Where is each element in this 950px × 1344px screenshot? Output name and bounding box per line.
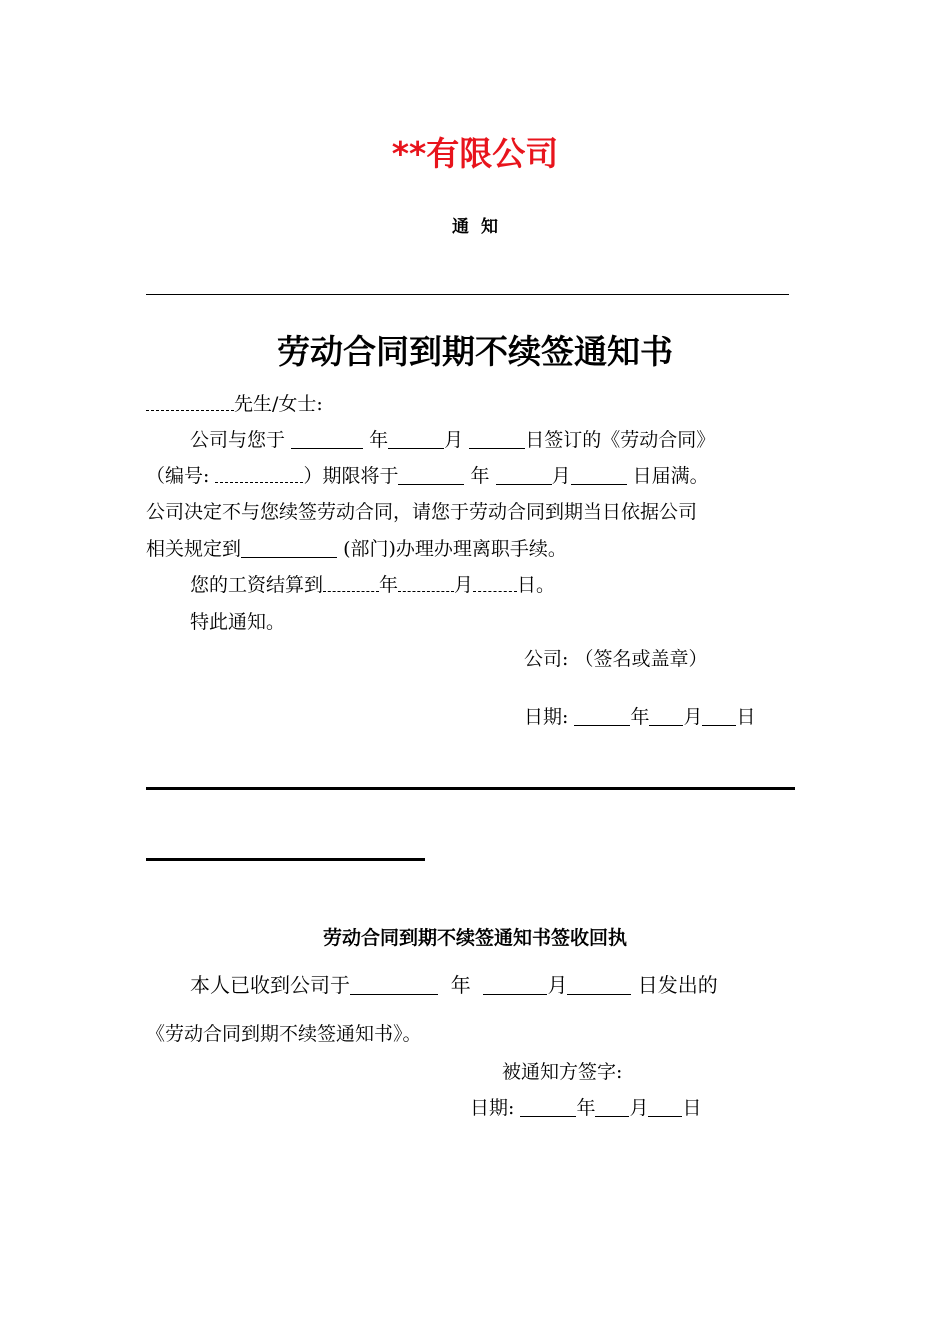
receipt-date-month-blank — [595, 1096, 629, 1117]
text: 公司与您于 — [190, 429, 286, 451]
cut-line-short — [146, 858, 425, 861]
text: 年 — [369, 429, 389, 451]
text: ）期限将于 — [303, 465, 399, 487]
text: 日期: — [524, 706, 569, 728]
text: 年 — [379, 574, 399, 596]
text: 日届满。 — [632, 465, 709, 487]
company-name: **有限公司 — [391, 134, 559, 173]
paragraph-3: 特此通知。 — [190, 611, 286, 633]
paragraph-1-line-3: 公司决定不与您续签劳动合同，请您于劳动合同到期当日依据公司 — [146, 501, 698, 523]
sign-year-blank — [291, 428, 363, 449]
notice-date-line — [524, 705, 756, 729]
sign-day-blank — [469, 428, 525, 449]
text: 年 — [470, 465, 490, 487]
text: 您的工资结算到 — [190, 574, 324, 596]
sign-month-blank — [388, 428, 444, 449]
receipt-date-day-blank — [648, 1096, 682, 1117]
text: 相关规定到 — [146, 538, 242, 560]
receipt-line-2: 《劳动合同到期不续签通知书》。 — [146, 1023, 422, 1045]
receipt-year-blank — [350, 974, 438, 995]
text: 月 — [683, 706, 703, 728]
salutation-line — [146, 392, 323, 416]
paragraph-1-line-1 — [190, 428, 715, 452]
company-signature-line: 公司: （签名或盖章） — [524, 648, 708, 670]
text: 年 — [576, 1097, 596, 1119]
text: 月 — [629, 1097, 649, 1119]
receipt-title: 劳动合同到期不续签通知书签收回执 — [322, 927, 627, 949]
date-month-blank — [649, 705, 683, 726]
receipt-date-line — [470, 1096, 702, 1120]
text: 月 — [547, 973, 568, 997]
document-title: 劳动合同到期不续签通知书 — [277, 332, 673, 371]
paragraph-2 — [190, 573, 555, 597]
receipt-line-1 — [190, 973, 718, 997]
text: 月 — [551, 465, 571, 487]
department-blank — [241, 537, 337, 558]
paragraph-1-line-2 — [146, 464, 709, 488]
text: （编号: — [146, 465, 210, 487]
contract-number-blank — [215, 466, 303, 483]
salary-year-blank — [323, 575, 379, 592]
text: 月 — [454, 574, 474, 596]
notice-char-2: 知 — [481, 217, 498, 237]
text: 日期: — [470, 1097, 515, 1119]
receipt-signer-line: 被通知方签字: — [502, 1061, 623, 1083]
text: 日 — [736, 706, 756, 728]
text: 日发出的 — [637, 973, 718, 997]
text: 日。 — [517, 574, 556, 596]
expire-year-blank — [398, 464, 464, 485]
notice-heading — [0, 212, 950, 237]
expire-day-blank — [571, 464, 627, 485]
text: 日 — [682, 1097, 702, 1119]
salary-month-blank — [398, 575, 454, 592]
text: 日签订的《劳动合同》 — [525, 429, 716, 451]
receipt-month-blank — [483, 974, 547, 995]
text: 月 — [444, 429, 464, 451]
expire-month-blank — [496, 464, 552, 485]
text: 本人已收到公司于 — [190, 973, 350, 997]
text: 年 — [630, 706, 650, 728]
cut-line — [146, 787, 795, 790]
text: 年 — [450, 973, 471, 997]
salutation-suffix: 先生/女士: — [234, 393, 323, 415]
name-blank — [146, 394, 234, 411]
date-year-blank — [574, 705, 630, 726]
receipt-date-year-blank — [520, 1096, 576, 1117]
paragraph-1-line-4 — [146, 537, 567, 561]
notice-char-1: 通 — [452, 217, 469, 237]
header-divider — [146, 294, 789, 295]
text: (部门)办理办理离职手续。 — [343, 538, 567, 560]
date-day-blank — [702, 705, 736, 726]
receipt-day-blank — [567, 974, 631, 995]
salary-day-blank — [473, 575, 517, 592]
